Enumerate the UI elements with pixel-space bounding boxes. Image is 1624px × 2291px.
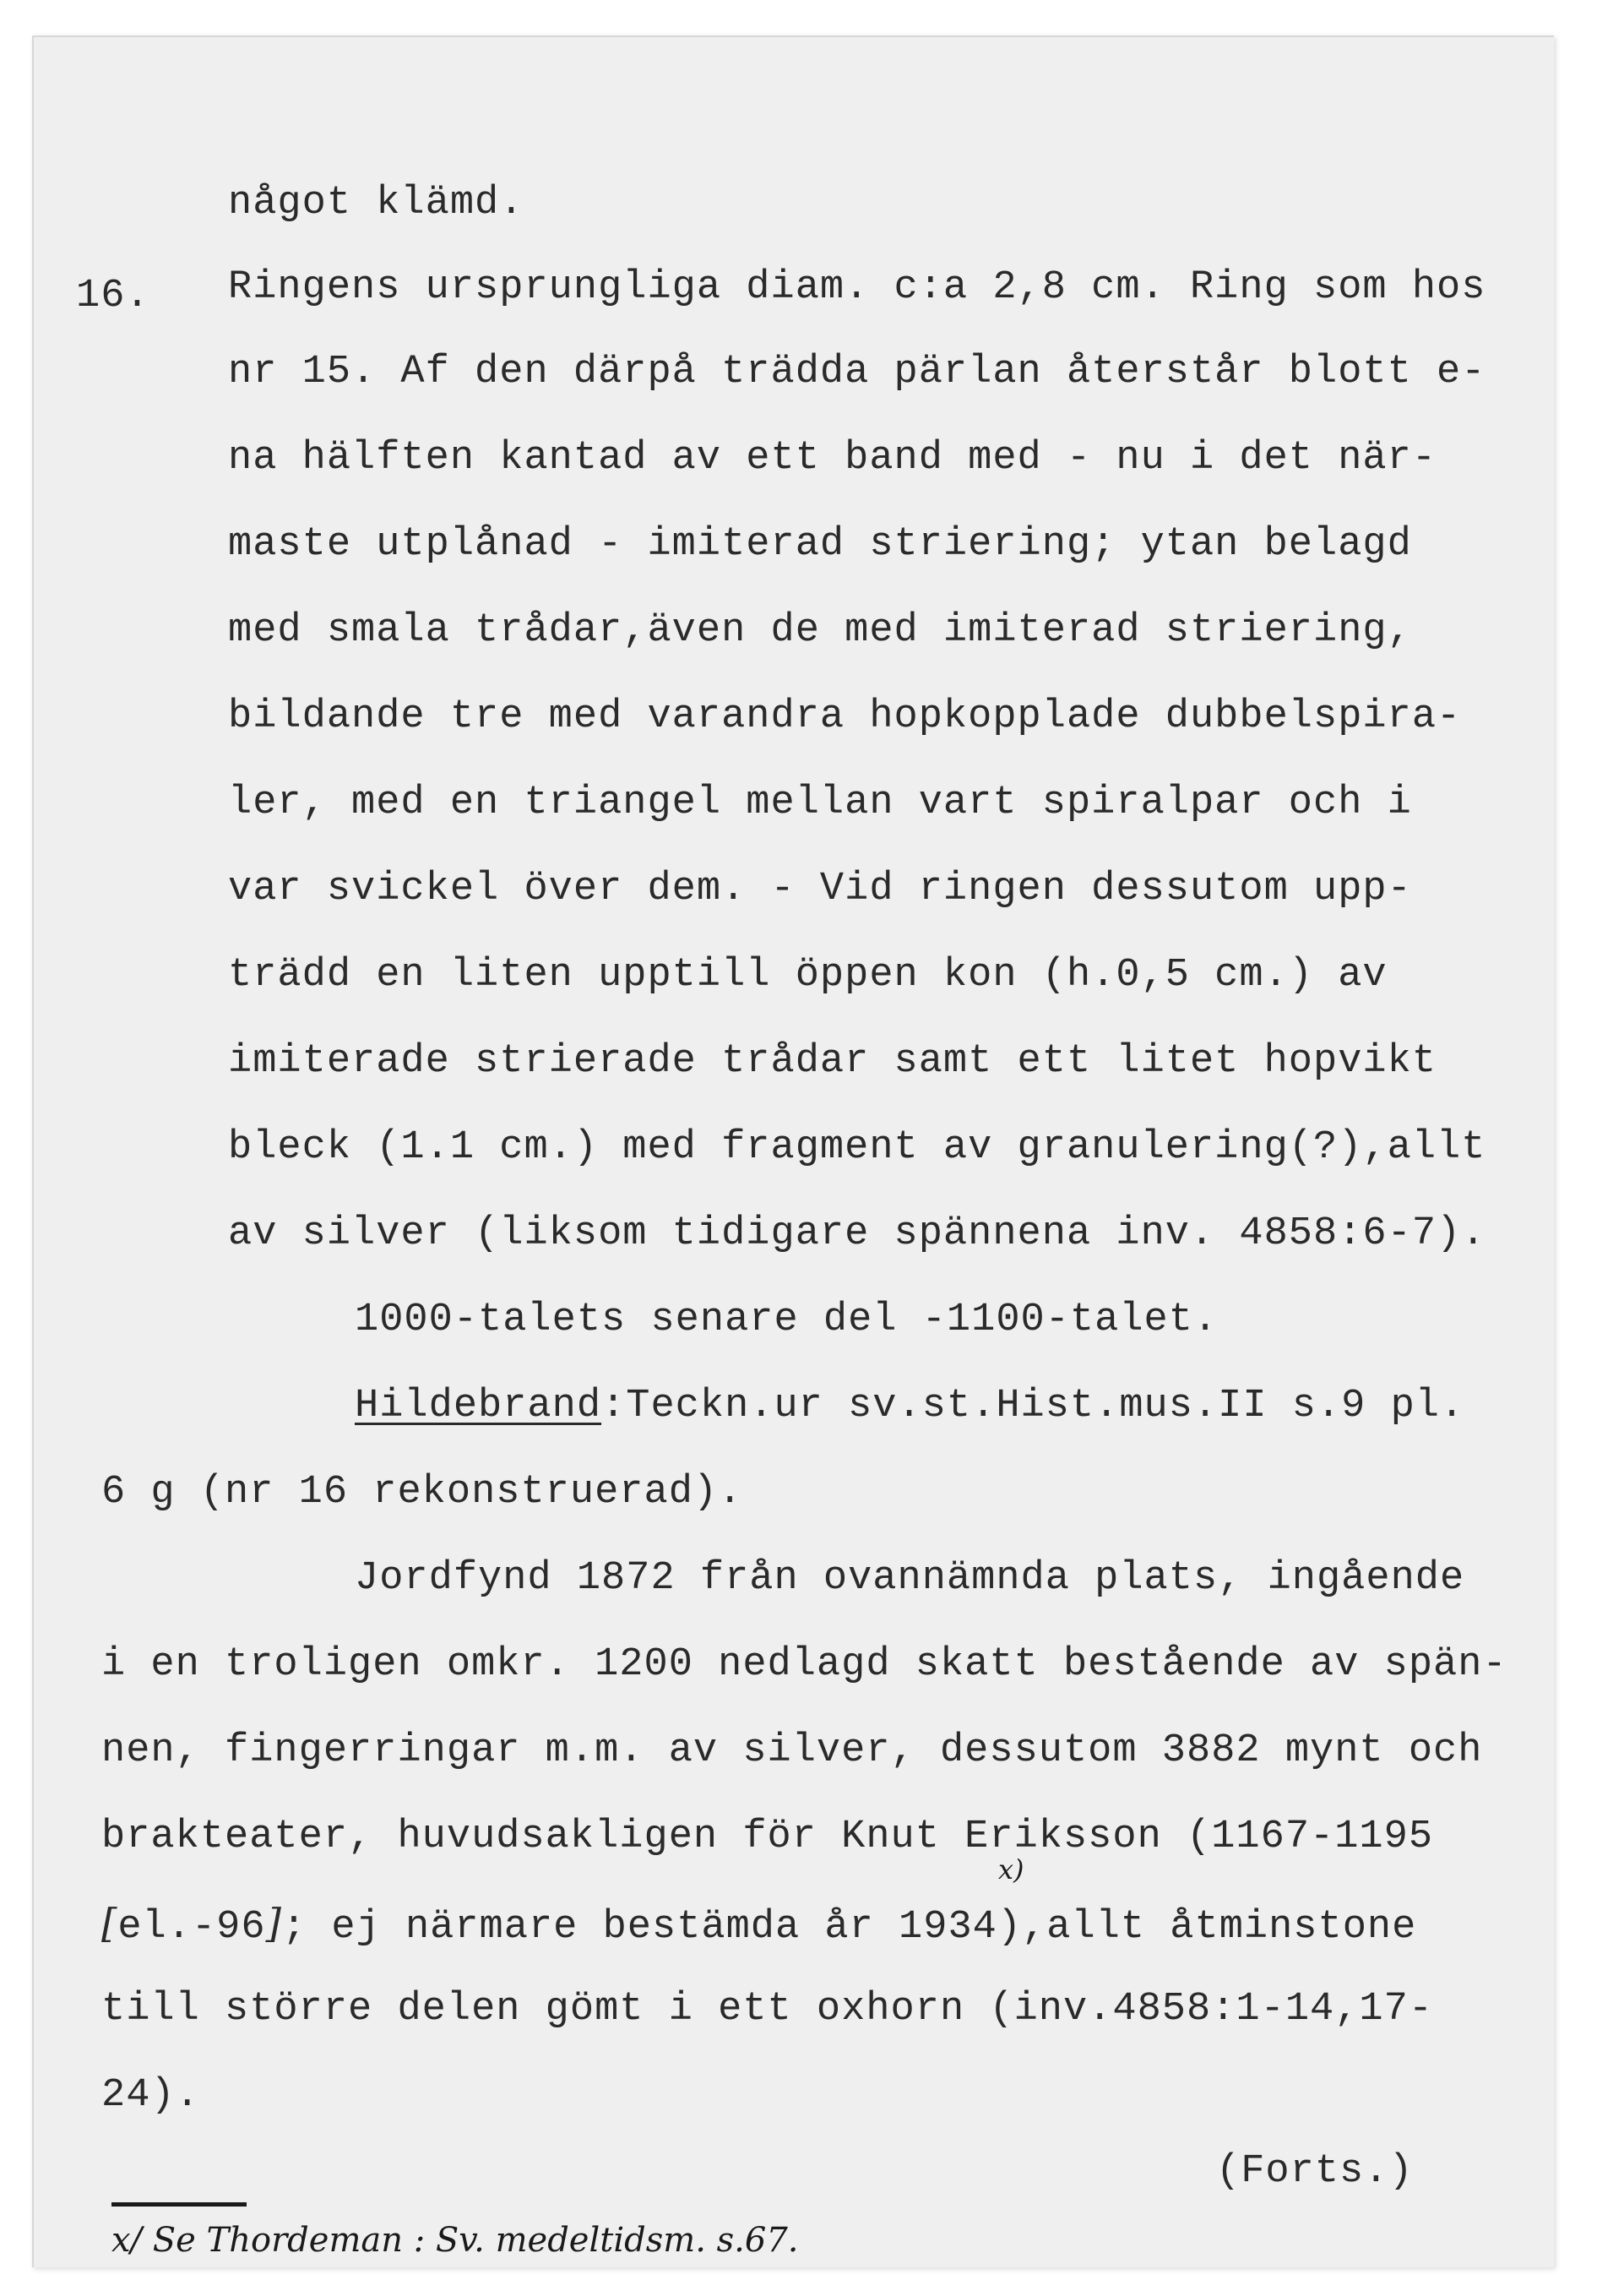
bracket-open: [	[101, 1901, 118, 1947]
footnote-divider	[111, 2202, 247, 2207]
text-line: 6 g (nr 16 rekonstruerad).	[101, 1470, 743, 1515]
dating-line: 1000-talets senare del -1100-talet.	[355, 1298, 1219, 1342]
text-line: nr 15. Af den därpå trädda pärlan återstår blott e-	[228, 350, 1486, 395]
text-line	[101, 1901, 1416, 1950]
footnote-mark: x)	[998, 1853, 1024, 1886]
text-line: Jordfynd 1872 från ovannämnda plats, ingående	[355, 1556, 1465, 1601]
text-line: något klämd.	[228, 181, 524, 226]
reference-title: :Teckn.ur sv.st.Hist.mus.II s.9 pl.	[601, 1384, 1465, 1428]
bracketed-text: el.-96	[117, 1905, 266, 1950]
text-line: i en troligen omkr. 1200 nedlagd skatt bestående av spän-	[101, 1642, 1507, 1687]
text-line: maste utplånad - imiterad striering; ytan belagd	[228, 522, 1412, 567]
text-line: trädd en liten upptill öppen kon (h.0,5 cm.) av	[228, 953, 1388, 998]
text-line: av silver (liksom tidigare spännena inv. 4858:6-7).	[228, 1211, 1486, 1256]
document-page	[32, 35, 1554, 2267]
text-line: till större delen gömt i ett oxhorn (inv.4858:1-14,17-	[101, 1987, 1434, 2032]
text-line: ler, med en triangel mellan vart spiralpar och i	[228, 781, 1412, 825]
text-line: bleck (1.1 cm.) med fragment av granulering(?),allt	[228, 1125, 1486, 1170]
text-line: imiterade strierade trådar samt ett litet hopvikt	[228, 1039, 1437, 1084]
text-line: var svickel över dem. - Vid ringen dessutom upp-	[228, 867, 1412, 912]
text-line: 24).	[101, 2073, 200, 2118]
text-line: brakteater, huvudsakligen för Knut Eriksson (1167-1195	[101, 1815, 1434, 1859]
text-line: Ringens ursprungliga diam. c:a 2,8 cm. Ring som hos	[228, 265, 1486, 310]
text-line: med smala trådar,även de med imiterad striering,	[228, 608, 1412, 653]
reference-author: Hildebrand	[355, 1384, 602, 1428]
item-number: 16.	[76, 274, 150, 318]
text-continuation: ; ej närmare bestämda år 1934),allt åtminstone	[281, 1905, 1417, 1950]
continued-marker: (Forts.)	[1216, 2149, 1414, 2194]
reference-line	[355, 1384, 1464, 1428]
text-line: bildande tre med varandra hopkopplade dubbelspira-	[228, 694, 1462, 739]
bracket-close: ]	[265, 1901, 282, 1947]
handwritten-footnote: x/ Se Thordeman : Sv. medeltidsm. s.67.	[111, 2221, 799, 2260]
text-line: nen, fingerringar m.m. av silver, dessutom 3882 mynt och	[101, 1728, 1483, 1773]
text-line: na hälften kantad av ett band med - nu i det när-	[228, 436, 1437, 481]
